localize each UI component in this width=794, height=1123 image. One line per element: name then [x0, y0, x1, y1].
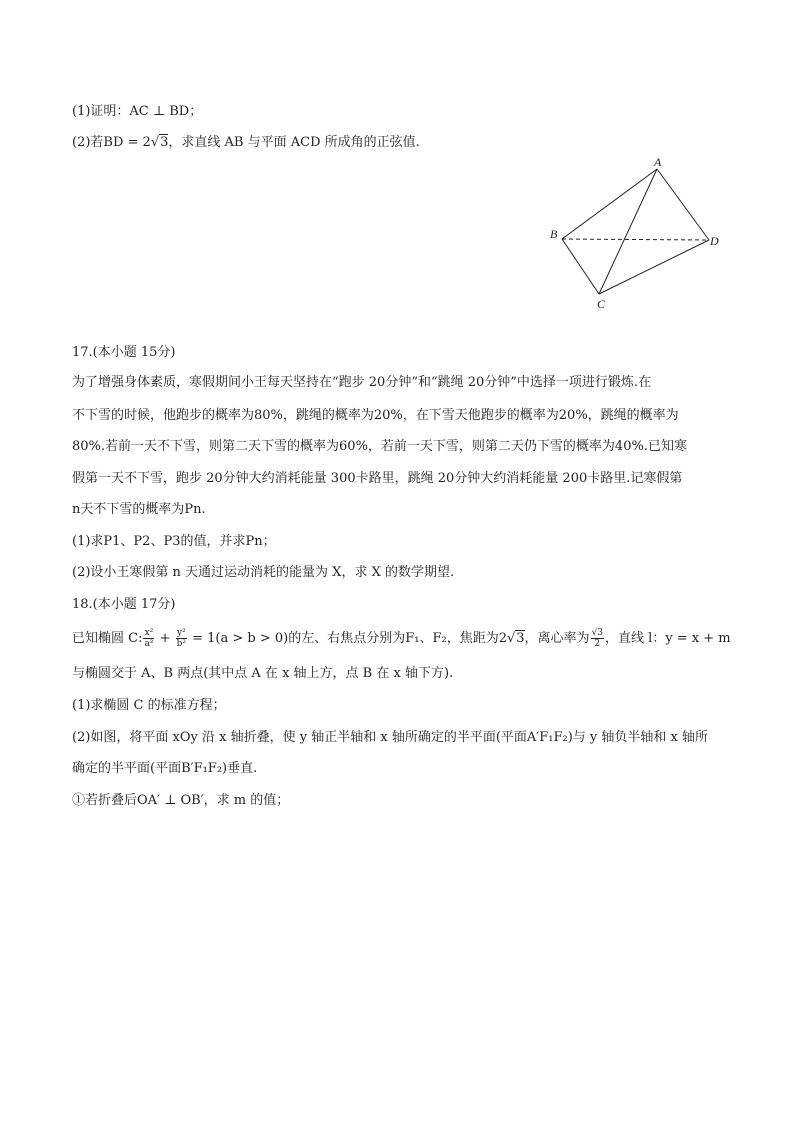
- q17-part1: (1)求P1、P2、P3的值，并求Pn；: [72, 534, 276, 549]
- fraction-x2-a2: $\frac{\text{x²}}{\text{a²}}$: [144, 628, 154, 649]
- q18-sub1: ①若折叠后OA′ ⊥ OB′，求 m 的值；: [72, 793, 290, 808]
- q17-header: 17.(本小题 15分): [72, 345, 176, 360]
- q17-line2: 不下雪的时候，他跑步的概率为80%，跳绳的概率为20%，在下雪天他跑步的概率为20%，跳绳的概率为: [72, 408, 679, 423]
- q18-line1-prefix: 已知椭圆 C:: [72, 631, 143, 646]
- q18-line1-suffix: ，直线 l：y = x + m: [605, 631, 731, 646]
- q16-part2-prefix: (2)若BD = 2: [72, 135, 151, 150]
- q18-part2-line2: 确定的半平面(平面B′F₁F₂)垂直.: [72, 761, 258, 776]
- q17-part2: (2)设小王寒假第 n 天通过运动消耗的能量为 X，求 X 的数学期望.: [72, 565, 455, 580]
- q17-line4: 假第一天不下雪，跑步 20分钟大约消耗能量 300卡路里，跳绳 20分钟大约消耗能量 200卡路里.记寒假第: [72, 471, 683, 486]
- tetrahedron-figure: [545, 152, 725, 312]
- edge-ab: [562, 169, 657, 239]
- edge-bc: [562, 239, 599, 294]
- fraction-eccentricity: $\frac{√3}{2}$: [591, 628, 604, 649]
- q16-part2-radicand: 3: [160, 135, 169, 150]
- fraction-y2-b2: $\frac{\text{y²}}{\text{b²}}$: [176, 628, 186, 649]
- q18-line1-mid: = 1(a > b > 0)的左、右焦点分别为F₁、F₂，焦距为2: [188, 631, 507, 646]
- q16-part2: [72, 134, 722, 152]
- edge-cd: [599, 240, 709, 294]
- edge-ad: [657, 169, 709, 240]
- sqrt-symbol: √: [150, 135, 160, 150]
- sqrt-symbol: √: [506, 631, 516, 646]
- q16-part1: (1)证明：AC ⊥ BD；: [72, 104, 203, 119]
- label-c: C: [597, 297, 606, 311]
- q18-header: 18.(本小题 17分): [72, 597, 176, 612]
- q18-part2-line1: (2)如图，将平面 xOy 沿 x 轴折叠，使 y 轴正半轴和 x 轴所确定的半平面(平面A′F₁F₂)与 y 轴负半轴和 x 轴所: [72, 730, 708, 745]
- q18-line1-mid2: ，离心率为: [524, 631, 590, 646]
- q16-part2-suffix: ，求直线 AB 与平面 ACD 所成角的正弦值.: [168, 135, 420, 150]
- q18-line1: 已知椭圆 C: $\frac{\text{x²}}{\text{a²}}$ + $\frac{\text{y²}}{\text{b²}}$ = 1(a > b > 0)的左、右焦点分别为F₁、F₂，焦距为2√3，离心率为 $\frac{√3}{2}$ ，直线 l：y = x + m: [72, 628, 731, 649]
- edge-bd-hidden: [562, 239, 709, 240]
- q17-line1: 为了增强身体素质，寒假期间小王每天坚持在“跑步 20分钟”和“跳绳 20分钟”中选择一项进行锻炼.在: [72, 375, 652, 390]
- label-b: B: [550, 227, 558, 241]
- q18-part1: (1)求椭圆 C 的标准方程；: [72, 698, 226, 713]
- label-a: A: [654, 155, 662, 169]
- q18-line2: 与椭圆交于 A、B 两点(其中点 A 在 x 轴上方，点 B 在 x 轴下方).: [72, 666, 454, 681]
- q18-radicand: 3: [516, 631, 525, 646]
- q17-line3: 80%.若前一天不下雪，则第二天下雪的概率为60%，若前一天下雪，则第二天仍下雪的概率为40%.已知寒: [72, 439, 687, 454]
- q17-line5: n天不下雪的概率为Pn.: [72, 502, 206, 517]
- edge-ac: [599, 169, 657, 294]
- label-d: D: [710, 234, 719, 248]
